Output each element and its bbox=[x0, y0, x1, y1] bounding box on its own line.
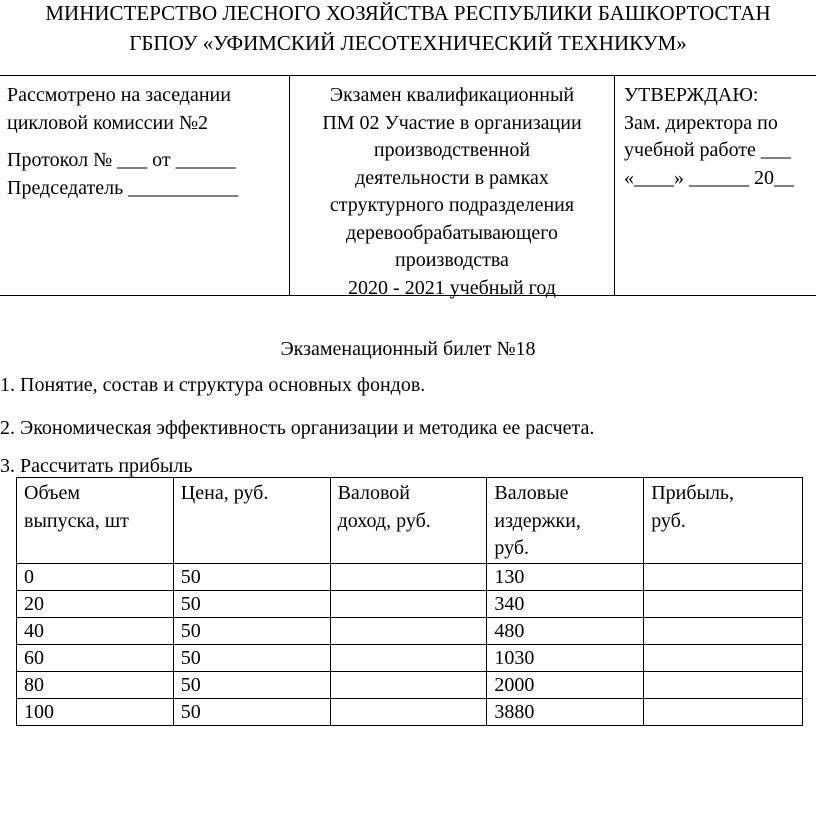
header-output-volume: Объем выпуска, шт bbox=[17, 478, 174, 564]
approver-line: учебной работе ___ bbox=[624, 139, 791, 161]
cell-gross-costs: 3880 bbox=[487, 698, 644, 725]
chairman-line: Председатель ___________ bbox=[7, 176, 239, 199]
academic-year-line: 2020 - 2021 учебный год bbox=[348, 276, 556, 299]
cell-volume: 0 bbox=[17, 563, 174, 590]
cell-gross-costs: 130 bbox=[487, 563, 644, 590]
table-row bbox=[17, 644, 803, 671]
question-1: 1. Понятие, состав и структура основных фондов. bbox=[0, 374, 426, 396]
exam-line: структурного подразделения bbox=[329, 194, 575, 216]
cell-profit bbox=[644, 563, 803, 590]
cell-volume: 100 bbox=[17, 698, 174, 725]
cell-price: 50 bbox=[173, 644, 330, 671]
cell-price: 50 bbox=[173, 563, 330, 590]
question-3: 3. Рассчитать прибыль bbox=[0, 455, 193, 477]
cell-gross-costs: 2000 bbox=[487, 671, 644, 698]
cell-gross-income bbox=[330, 590, 487, 617]
exam-line: Экзамен квалификационный bbox=[329, 84, 575, 106]
cell-gross-income bbox=[330, 563, 487, 590]
cell-profit bbox=[644, 698, 803, 725]
header-price: Цена, руб. bbox=[173, 478, 330, 564]
cell-gross-costs: 480 bbox=[487, 617, 644, 644]
cell-gross-income bbox=[330, 671, 487, 698]
header-profit: Прибыль, руб. bbox=[644, 478, 803, 564]
ticket-title: Экзаменационный билет №18 bbox=[280, 338, 536, 360]
review-line: Рассмотрено на заседании bbox=[7, 84, 231, 106]
cell-volume: 20 bbox=[17, 590, 174, 617]
table-row bbox=[17, 671, 803, 698]
cell-gross-income bbox=[330, 644, 487, 671]
profit-calculation-table bbox=[16, 477, 803, 726]
table-header-row bbox=[17, 478, 803, 564]
exam-line: производства bbox=[395, 249, 509, 271]
cell-gross-costs: 1030 bbox=[487, 644, 644, 671]
cell-gross-income bbox=[330, 698, 487, 725]
cell-profit bbox=[644, 590, 803, 617]
approval-block bbox=[0, 75, 816, 299]
header-gross-costs: Валовые издержки, руб. bbox=[487, 478, 644, 564]
header-gross-income: Валовой доход, руб. bbox=[330, 478, 487, 564]
approval-date-line: «____» ______ 20__ bbox=[624, 166, 794, 189]
college-title: ГБПОУ «УФИМСКИЙ ЛЕСОТЕХНИЧЕСКИЙ ТЕХНИКУМ» bbox=[129, 31, 687, 55]
cell-volume: 60 bbox=[17, 644, 174, 671]
commission-review-cell bbox=[0, 76, 290, 295]
exam-line: деятельности в рамках bbox=[355, 166, 549, 189]
table-row bbox=[17, 698, 803, 725]
approval-cell bbox=[615, 76, 816, 295]
question-2: 2. Экономическая эффективность организации и методика ее расчета. bbox=[0, 417, 595, 439]
cell-profit bbox=[644, 617, 803, 644]
cell-volume: 40 bbox=[17, 617, 174, 644]
commission-line: цикловой комиссии №2 bbox=[7, 111, 209, 134]
table-row bbox=[17, 563, 803, 590]
approver-line: Зам. директора по bbox=[624, 111, 778, 134]
cell-price: 50 bbox=[173, 698, 330, 725]
cell-profit bbox=[644, 671, 803, 698]
protocol-line: Протокол № ___ от ______ bbox=[7, 149, 236, 171]
ministry-title: МИНИСТЕРСТВО ЛЕСНОГО ХОЗЯЙСТВА РЕСПУБЛИКИ БАШКОРТОСТАН bbox=[45, 1, 771, 25]
cell-price: 50 bbox=[173, 590, 330, 617]
exam-line: ПМ 02 Участие в организации bbox=[322, 111, 582, 134]
approve-heading: УТВЕРЖДАЮ: bbox=[624, 84, 759, 106]
cell-price: 50 bbox=[173, 617, 330, 644]
cell-price: 50 bbox=[173, 671, 330, 698]
cell-volume: 80 bbox=[17, 671, 174, 698]
table-row bbox=[17, 590, 803, 617]
exam-line: производственной bbox=[373, 139, 531, 161]
table-row bbox=[17, 617, 803, 644]
exam-line: деревообрабатывающего bbox=[346, 221, 558, 244]
spacer bbox=[7, 137, 289, 147]
cell-gross-income bbox=[330, 617, 487, 644]
exam-description-cell bbox=[290, 76, 615, 299]
cell-gross-costs: 340 bbox=[487, 590, 644, 617]
cell-profit bbox=[644, 644, 803, 671]
